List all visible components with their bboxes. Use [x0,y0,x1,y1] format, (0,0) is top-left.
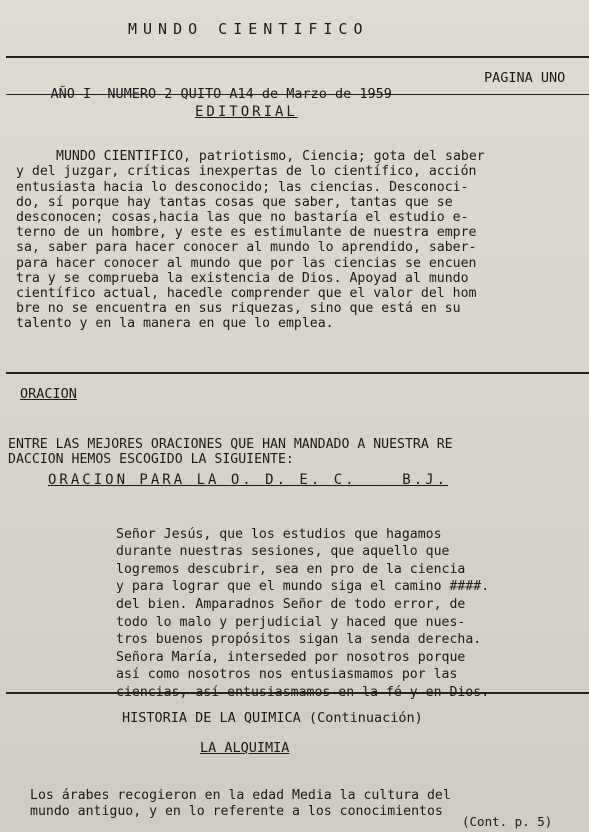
oracion-intro-line: ENTRE LAS MEJORES ORACIONES QUE HAN MANDADO A NUESTRA RE [8,437,453,453]
issue-info: AÑO I NUMERO 2 QUITO A14 de Marzo de 1959 [50,86,392,102]
issue-line [18,70,566,134]
editorial-body [16,134,485,332]
prayer-line: logremos descubrir, sea en pro de la ciencia [116,561,466,577]
oracion-rule [6,692,589,694]
issue-rule [6,94,589,95]
editorial-line: terno de un hombre, y este es estimulante de nuestra empre [16,225,477,241]
prayer-line: así como nosotros nos entusiasmamos por las [116,667,458,683]
prayer-line: todo lo malo y perjudicial y haced que nues- [116,614,466,630]
prayer-line: y para lograr que el mundo siga el camino ####. [116,579,490,595]
prayer-line: Señora María, interseded por nosotros porque [116,649,466,665]
oracion-intro [8,422,453,468]
editorial-rule [6,372,589,374]
oracion-heading: ORACION [20,386,77,402]
editorial-line: entusiasta hacia lo desconocido; las ciencias. Desconoci- [16,179,469,195]
editorial-line: talento y en la manera en que lo emplea. [16,316,334,332]
editorial-line: MUNDO CIENTIFICO, patriotismo, Ciencia; gota del saber [56,149,485,165]
editorial-line: para hacer conocer al mundo que por las ciencias se encuen [16,255,477,271]
masthead-rule [6,56,589,58]
historia-line: Los árabes recogieron en la edad Media la cultura del [30,788,451,803]
oracion-subtitle: ORACION PARA LA O. D. E. C. B.J. [48,472,449,488]
page-label: PAGINA UNO [484,70,566,86]
editorial-line: científico actual, hacedle comprender que el valor del hom [16,286,477,302]
historia-heading: HISTORIA DE LA QUIMICA (Continuación) [122,710,423,726]
continued-note: (Cont. p. 5) [462,814,553,829]
prayer-line: ciencias, así entusiasmamos en la fé y en Dios. [116,684,490,700]
prayer-line: Señor Jesús, que los estudios que hagamos [116,526,442,542]
editorial-line: desconocen; cosas,hacia las que no bastaría el estudio e- [16,210,469,226]
editorial-line: sa, saber para hacer conocer al mundo lo aprendido, saber- [16,240,477,256]
historia-body [30,772,451,820]
editorial-heading: EDITORIAL [195,104,298,120]
prayer-line: tros buenos propósitos sigan la senda derecha. [116,632,482,648]
editorial-line: do, sí porque hay tantas cosas que saber, tantas que se [16,194,453,210]
editorial-line: y del juzgar, críticas inexpertas de lo científico, acción [16,164,477,180]
oracion-intro-line: DACCION HEMOS ESCOGIDO LA SIGUIENTE: [8,452,294,468]
prayer-text [116,508,489,702]
editorial-line: bre no se encuentra en sus riquezas, sino que está en su [16,301,461,317]
historia-line: mundo antiguo, y en lo referente a los conocimientos [30,804,443,819]
historia-subheading: LA ALQUIMIA [200,740,290,756]
prayer-line: durante nuestras sesiones, que aquello que [116,544,450,560]
editorial-line: tra y se comprueba la existencia de Dios. Apoyad al mundo [16,270,469,286]
prayer-line: del bien. Amparadnos Señor de todo error, de [116,596,466,612]
masthead-title: MUNDO CIENTIFICO [128,20,369,38]
